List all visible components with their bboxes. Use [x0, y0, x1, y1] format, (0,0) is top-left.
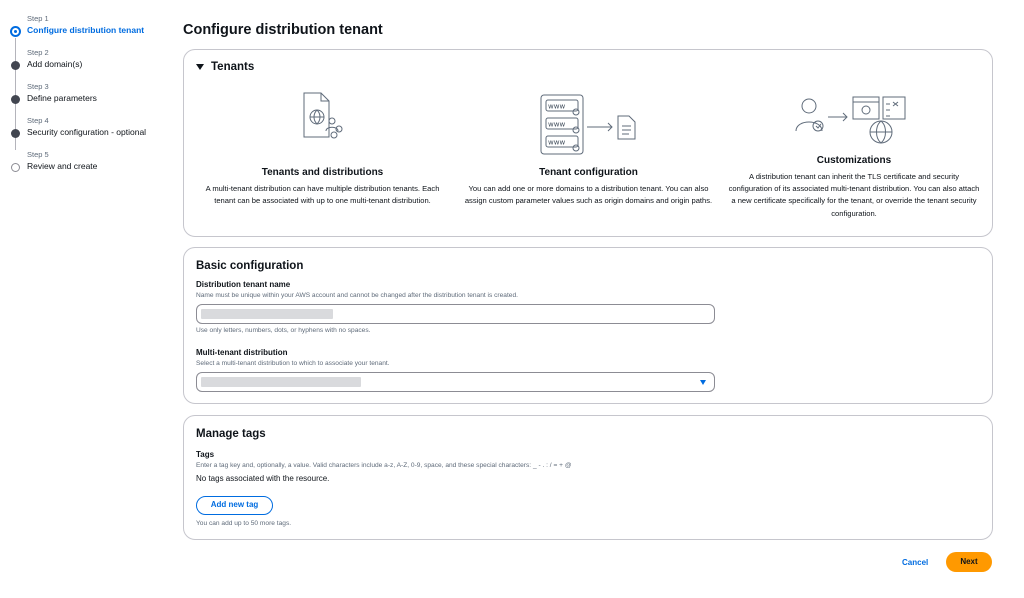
feature-description: A distribution tenant can inherit the TLS certificate and security configuration of its associated multi-tenant distribution. You can also attach a new certificate specifically for the tenant, or override the tenant security configuration.	[728, 172, 980, 218]
step-title: Add domain(s)	[27, 59, 83, 69]
cancel-button[interactable]: Cancel	[902, 558, 929, 567]
tenant-name-label: Distribution tenant name	[196, 280, 291, 289]
manage-tags-panel	[183, 415, 993, 540]
feature-description: You can add one or more domains to a distribution tenant. You can also assign custom parameter values such as origin domains and origin paths.	[464, 184, 713, 206]
step-5	[10, 150, 175, 184]
customizations-icon	[795, 95, 915, 145]
step-4[interactable]	[10, 116, 175, 150]
feature-description: A multi-tenant distribution can have multiple distribution tenants. Each tenant can be associated with up to one multi-tenant distribution.	[205, 184, 440, 206]
tags-limit-text: You can add up to 50 more tags.	[196, 520, 292, 527]
tags-label: Tags	[196, 450, 215, 459]
tenant-document-icon	[300, 92, 345, 140]
step-3[interactable]	[10, 82, 175, 116]
tenant-name-hint: Use only letters, numbers, dots, or hyphens with no spaces.	[196, 327, 371, 334]
redacted-value	[201, 377, 361, 387]
step-title: Define parameters	[27, 93, 97, 103]
manage-tags-heading: Manage tags	[196, 428, 266, 440]
step-number: Step 4	[27, 116, 49, 125]
tenants-panel	[183, 49, 993, 237]
basic-configuration-panel	[183, 247, 993, 404]
page-title: Configure distribution tenant	[183, 22, 383, 38]
wizard-stepper	[10, 14, 175, 184]
step-complete-icon	[11, 61, 20, 70]
distribution-select[interactable]	[196, 372, 715, 392]
step-title: Security configuration - optional	[27, 127, 147, 137]
step-2[interactable]	[10, 48, 175, 82]
caret-down-icon	[196, 64, 204, 70]
distribution-description: Select a multi-tenant distribution to which to associate your tenant.	[196, 360, 390, 367]
caret-down-icon	[700, 380, 706, 385]
step-number: Step 1	[27, 14, 49, 23]
tenants-toggle[interactable]	[196, 61, 254, 73]
tenant-name-input[interactable]	[196, 304, 715, 324]
basic-configuration-heading: Basic configuration	[196, 260, 304, 272]
tenant-name-description: Name must be unique within your AWS account and cannot be changed after the distribution tenant is created.	[196, 292, 518, 299]
www-label: www	[548, 102, 566, 111]
step-number: Step 5	[27, 150, 49, 159]
feature-title: Tenants and distributions	[261, 167, 384, 178]
no-tags-text: No tags associated with the resource.	[196, 474, 330, 483]
feature-tenant-configuration	[462, 167, 715, 207]
feature-tenants-distributions	[202, 167, 443, 207]
step-pending-icon	[11, 163, 20, 172]
step-title: Review and create	[27, 161, 98, 171]
add-new-tag-button[interactable]: Add new tag	[196, 496, 273, 515]
feature-customizations	[728, 155, 980, 220]
distribution-label: Multi-tenant distribution	[196, 348, 288, 357]
step-1[interactable]	[10, 14, 175, 48]
step-current-icon	[10, 26, 21, 37]
next-button[interactable]: Next	[946, 552, 992, 572]
step-number: Step 2	[27, 48, 49, 57]
step-complete-icon	[11, 129, 20, 138]
step-title: Configure distribution tenant	[27, 25, 145, 35]
www-servers-icon	[540, 94, 640, 156]
www-label: www	[548, 120, 566, 129]
step-complete-icon	[11, 95, 20, 104]
redacted-value	[201, 309, 333, 319]
feature-title: Tenant configuration	[539, 167, 638, 178]
www-label: www	[548, 138, 566, 147]
feature-title: Customizations	[816, 155, 892, 166]
step-number: Step 3	[27, 82, 49, 91]
tenants-heading: Tenants	[211, 61, 255, 73]
tags-description: Enter a tag key and, optionally, a value. Valid characters include a-z, A-Z, 0-9, space, and these special characters: _ - . : / = + @	[196, 462, 572, 469]
